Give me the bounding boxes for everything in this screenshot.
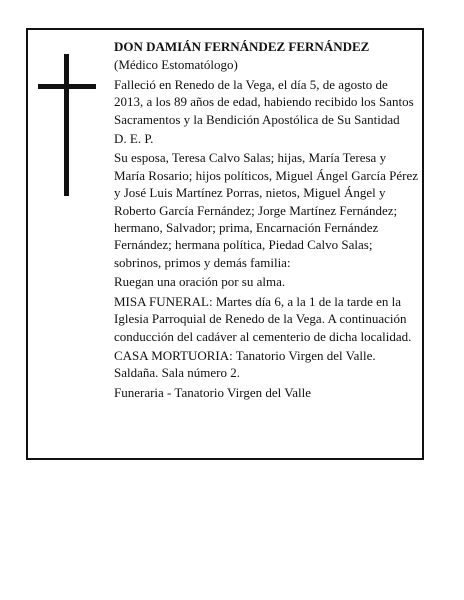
family-list: Su esposa, Teresa Calvo Salas; hijas, María Teresa y María Rosario; hijos políticos, Miguel Ángel García Pérez y José Luis Martínez Porras, nietos, Miguel Ángel y Roberto García Fernández; Jorge Martínez Fernández; hermano, Salvador; prima, Encarnación Fernández Fernández; hermana política, Piedad Calvo Salas; sobrinos, primos y demás familia: — [114, 150, 418, 270]
prayer-request: Ruegan una oración por su alma. — [114, 274, 286, 290]
cross-icon — [64, 54, 69, 196]
funeral-home: Funeraria - Tanatorio Virgen del Valle — [114, 384, 311, 400]
rest-in-peace: D. E. P. — [114, 131, 154, 147]
profession: (Médico Estomatólogo) — [114, 57, 238, 73]
funeral-house: CASA MORTUORIA: Tanatorio Virgen del Valle. Saldaña. Sala número 2. — [114, 347, 376, 381]
cross-icon-bar — [38, 84, 96, 89]
deceased-name: DON DAMIÁN FERNÁNDEZ FERNÁNDEZ — [114, 39, 370, 54]
funeral-mass: MISA FUNERAL: Martes día 6, a la 1 de la tarde en la Iglesia Parroquial de Renedo de la Vega. A continuación conducción del cadáver al cementerio de dicha localidad. — [114, 293, 412, 344]
death-announcement: Falleció en Renedo de la Vega, el día 5, de agosto de 2013, a los 89 años de edad, habiendo recibido los Santos Sacramentos y la Bendición Apostólica de Su Santidad — [114, 76, 414, 127]
obituary-text — [114, 38, 420, 403]
